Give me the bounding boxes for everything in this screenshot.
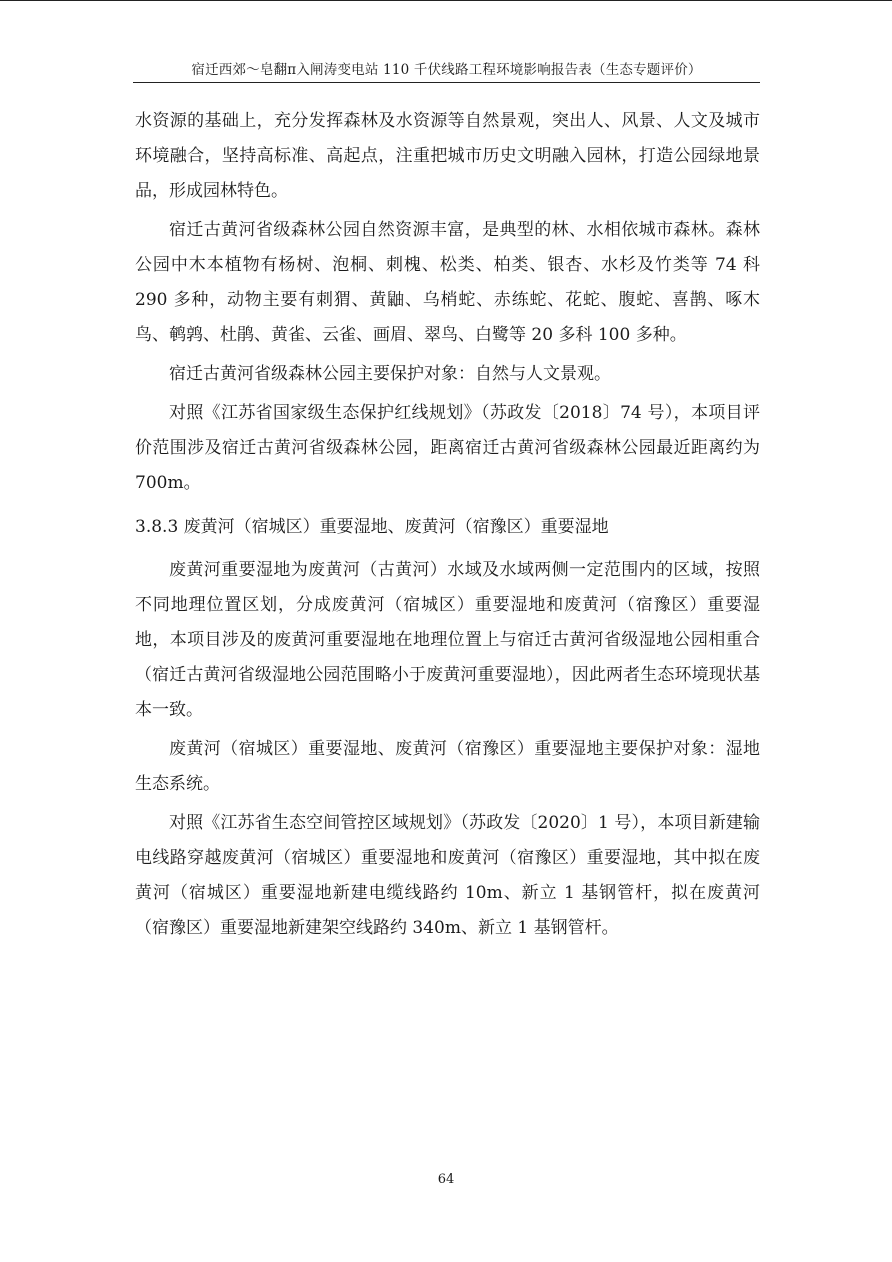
page-number: 64 bbox=[437, 1172, 455, 1187]
header-rule bbox=[133, 82, 760, 83]
paragraph-wetland-protection: 废黄河（宿城区）重要湿地、废黄河（宿豫区）重要湿地主要保护对象：湿地生态系统。 bbox=[135, 739, 760, 794]
section-heading-3-8-3: 3.8.3 废黄河（宿城区）重要湿地、废黄河（宿豫区）重要湿地 bbox=[135, 517, 609, 537]
running-header: 宿迁西郊～皂翻π入闸涛变电站 110 千伏线路工程环境影响报告表（生态专题评价） bbox=[191, 62, 702, 78]
paragraph-continuation: 水资源的基础上，充分发挥森林及水资源等自然景观，突出人、风景、人文及城市环境融合，坚持高标准、高起点，注重把城市历史文明融入园林，打造公园绿地景品，形成园林特色。 bbox=[135, 111, 760, 201]
paragraph-forest-park-resources: 宿迁古黄河省级森林公园自然资源丰富，是典型的林、水相依城市森林。森林公园中木本植物有杨树、泡桐、刺槐、松类、柏类、银杏、水杉及竹类等 74 科 290 多种，动物主要有刺猬、黄鼬、乌梢蛇、赤练蛇、花蛇、腹蛇、喜鹊、啄木鸟、鹌鹑、杜鹃、黄雀、云雀、画眉、翠鸟、白鹭等 20 多科 100 多种。 bbox=[135, 220, 760, 345]
paragraph-control-area-plan: 对照《江苏省生态空间管控区域规划》（苏政发〔2020〕1 号），本项目新建输电线路穿越废黄河（宿城区）重要湿地和废黄河（宿豫区）重要湿地，其中拟在废黄河（宿城区）重要湿地新建电缆线路约 10m、新立 1 基钢管杆，拟在废黄河（宿豫区）重要湿地新建架空线路约 340m、新立 1 基钢管杆。 bbox=[135, 813, 760, 938]
page-top-border bbox=[0, 0, 892, 1]
paragraph-wetland-description: 废黄河重要湿地为废黄河（古黄河）水域及水域两侧一定范围内的区域，按照不同地理位置区划，分成废黄河（宿城区）重要湿地和废黄河（宿豫区）重要湿地，本项目涉及的废黄河重要湿地在地理位置上与宿迁古黄河省级湿地公园相重合（宿迁古黄河省级湿地公园范围略小于废黄河重要湿地），因此两者生态环境现状基本一致。 bbox=[135, 560, 760, 720]
document-body bbox=[135, 104, 760, 946]
paragraph-forest-park-protection: 宿迁古黄河省级森林公园主要保护对象：自然与人文景观。 bbox=[169, 364, 611, 384]
paragraph-redline-plan: 对照《江苏省国家级生态保护红线规划》（苏政发〔2018〕74 号），本项目评价范围涉及宿迁古黄河省级森林公园，距离宿迁古黄河省级森林公园最近距离约为 700m。 bbox=[135, 403, 760, 493]
